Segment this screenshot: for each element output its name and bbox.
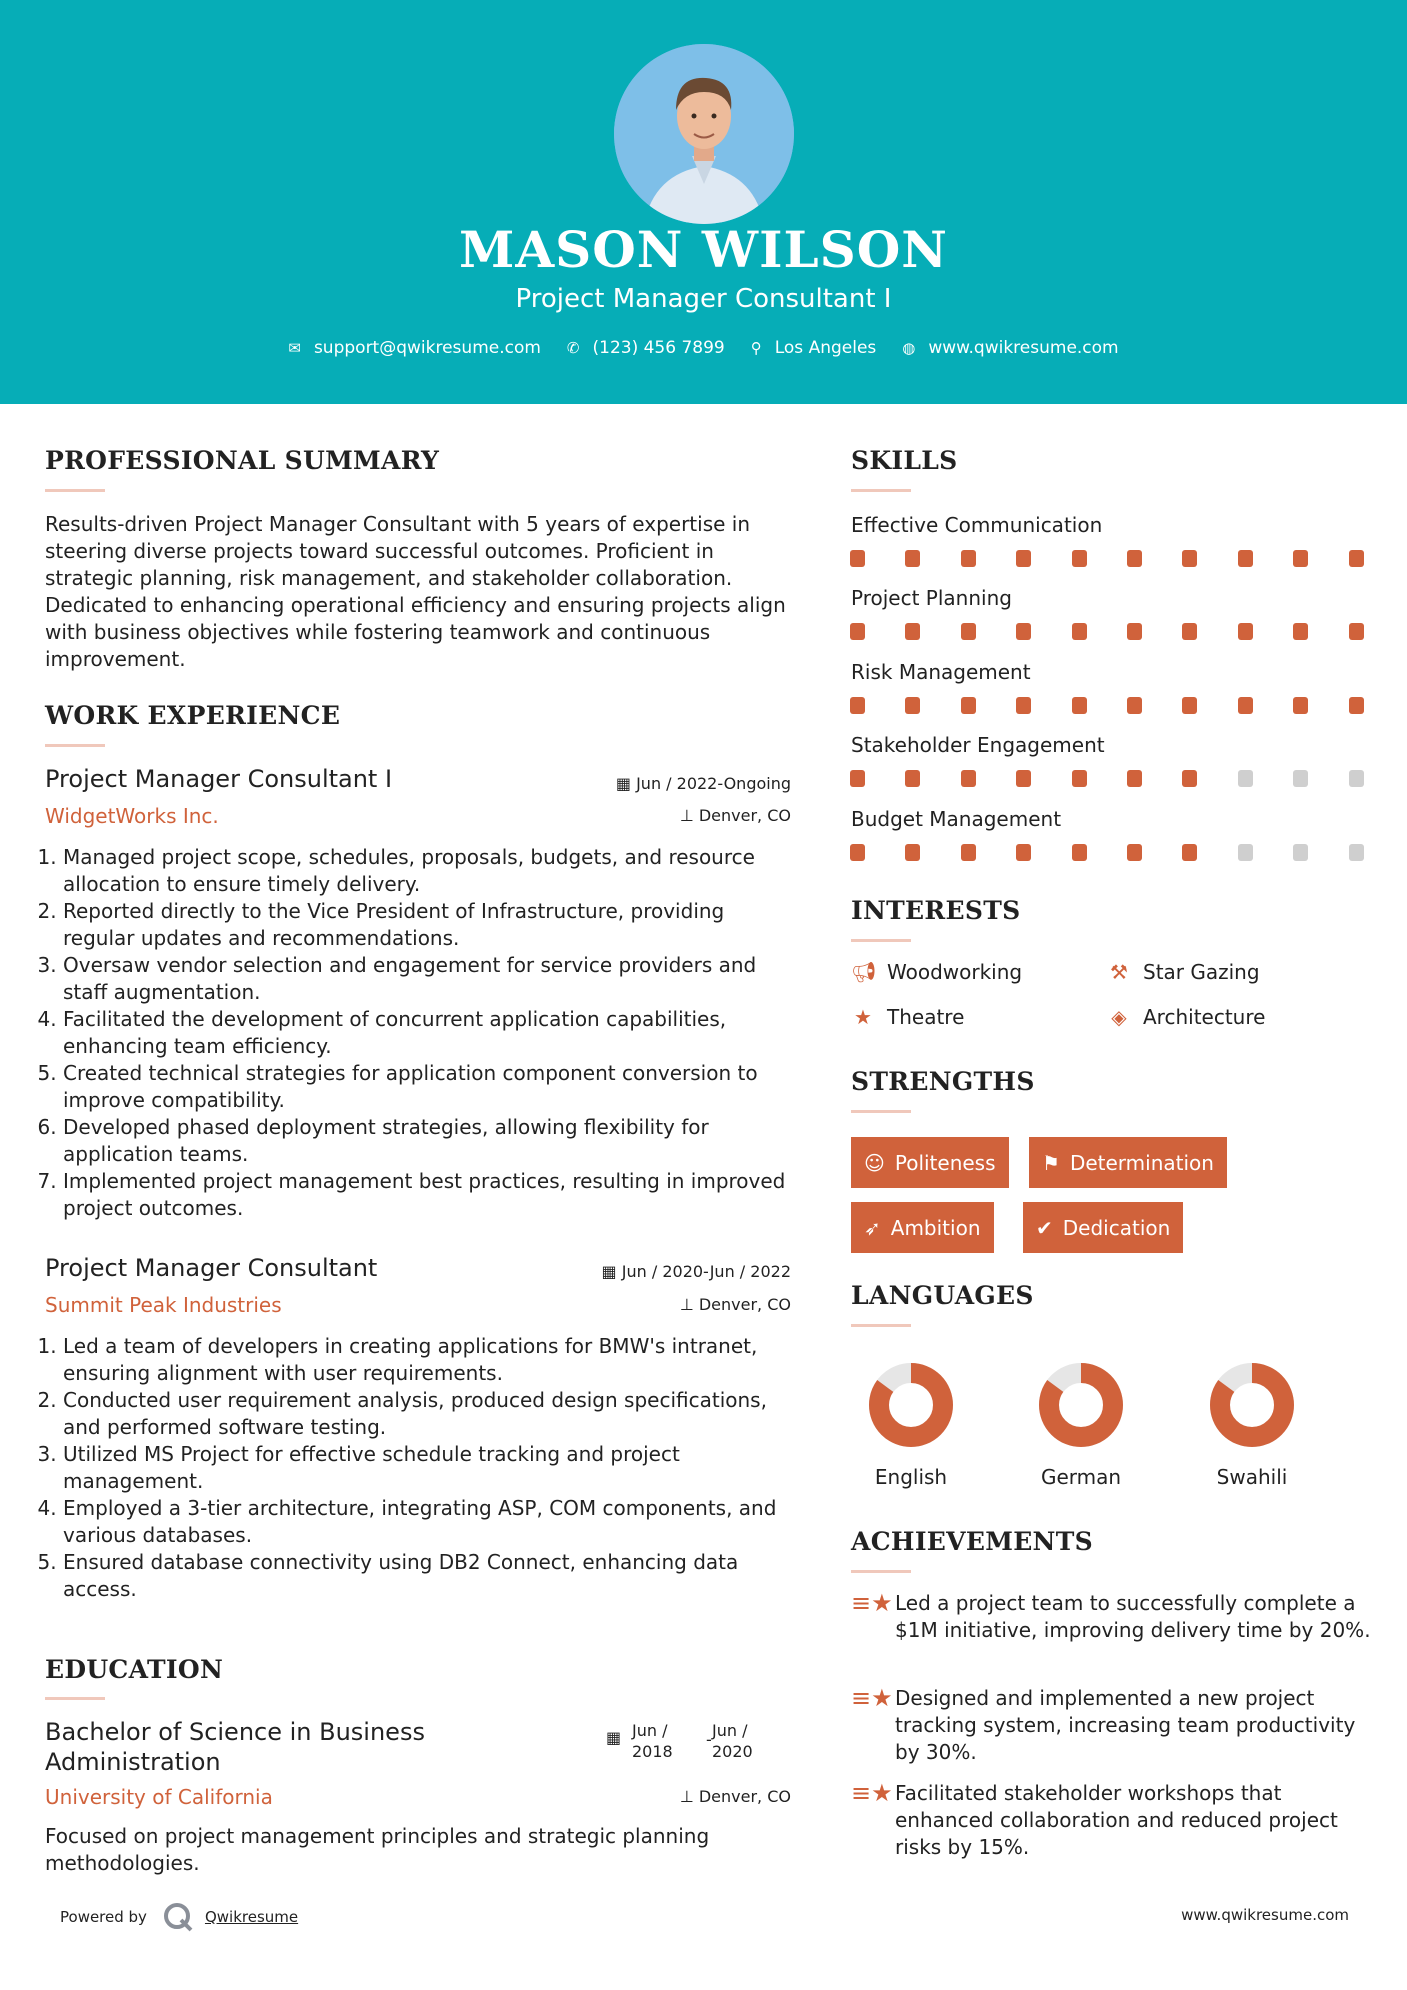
summary-text: Results-driven Project Manager Consultant with 5 years of expertise in steering diverse projects toward successful outcomes. Proficient in strategic planning, risk management, and stakeholder collaboration. Dedicated to enhancing operational efficiency and ensuring projects align with business objectives while fostering teamwork and continuous improvement. bbox=[45, 512, 786, 671]
brand-link[interactable]: Qwikresume bbox=[204, 1908, 299, 1926]
shooting-star-icon: ≡★ bbox=[851, 1684, 893, 1712]
achievement-item bbox=[851, 1780, 1371, 1861]
skill-rating bbox=[850, 550, 1404, 567]
list-item: 4. Employed a 3-tier architecture, integrating ASP, COM components, and various databases. bbox=[63, 1495, 800, 1549]
rating-dot-filled bbox=[1127, 844, 1142, 861]
pin-icon: ⊥ bbox=[679, 1787, 694, 1806]
list-item: 6. Developed phased deployment strategies, allowing flexibility for application teams. bbox=[63, 1114, 800, 1168]
rating-dot-filled bbox=[1238, 697, 1253, 714]
language-donut-german bbox=[1037, 1361, 1125, 1449]
bullhorn-icon: 📢︎ bbox=[851, 960, 877, 984]
rating-dot-filled bbox=[1072, 770, 1087, 787]
achievements-heading: ACHIEVEMENTS bbox=[851, 1527, 1093, 1556]
calendar-icon: ▦ bbox=[615, 774, 631, 793]
rating-dot-filled bbox=[1072, 844, 1087, 861]
rating-dot-filled bbox=[905, 770, 920, 787]
list-item: 4. Facilitated the development of concurrent application capabilities, enhancing team efficiency. bbox=[63, 1006, 800, 1060]
strength-badge bbox=[851, 1137, 1009, 1188]
interest-label: Architecture bbox=[1143, 1005, 1266, 1029]
languages-heading: LANGUAGES bbox=[851, 1281, 1034, 1310]
skill-rating bbox=[850, 623, 1404, 640]
contact-location bbox=[751, 338, 877, 358]
interest-item bbox=[1107, 1005, 1265, 1029]
map-pin-icon: ⚲ bbox=[750, 339, 762, 357]
rating-dot-filled bbox=[1238, 550, 1253, 567]
list-item: 1. Led a team of developers in creating applications for BMW's intranet, ensuring alignment with user requirements. bbox=[63, 1333, 800, 1387]
strengths-heading: STRENGTHS bbox=[851, 1067, 1035, 1096]
email-text: support@qwikresume.com bbox=[313, 338, 541, 358]
skill-rating bbox=[850, 844, 1404, 861]
skill-name: Budget Management bbox=[851, 807, 1062, 831]
envelope-icon: ✉ bbox=[288, 339, 301, 357]
list-item: 3. Oversaw vendor selection and engagement for service providers and staff augmentation. bbox=[63, 952, 800, 1006]
company-name: WidgetWorks Inc. bbox=[45, 804, 219, 828]
job-title: Project Manager Consultant I bbox=[45, 765, 393, 793]
rating-dot-filled bbox=[850, 844, 865, 861]
achievement-text: Led a project team to successfully complete a $1M initiative, improving delivery time by 20%. bbox=[895, 1591, 1371, 1642]
education-heading: EDUCATION bbox=[45, 1655, 224, 1684]
school-name: University of California bbox=[45, 1785, 273, 1809]
job-location bbox=[520, 1295, 791, 1314]
footer-powered-by bbox=[60, 1900, 298, 1934]
rating-dot-filled bbox=[961, 697, 976, 714]
interest-item bbox=[851, 960, 1022, 984]
interest-label: Woodworking bbox=[887, 960, 1023, 984]
rating-dot-filled bbox=[1182, 623, 1197, 640]
section-divider bbox=[851, 489, 911, 492]
rocket-icon: ➶ bbox=[864, 1215, 881, 1240]
language-label: Swahili bbox=[1216, 1465, 1288, 1489]
rating-dot-filled bbox=[1238, 623, 1253, 640]
flag-icon: ⚑ bbox=[1042, 1150, 1060, 1175]
candidate-name: MASON WILSON bbox=[459, 220, 948, 279]
rating-dot-filled bbox=[1182, 550, 1197, 567]
rating-dot-empty bbox=[1349, 844, 1364, 861]
list-item: 2. Conducted user requirement analysis, produced design specifications, and performed software testing. bbox=[63, 1387, 800, 1441]
education-location-text: Denver, CO bbox=[698, 1787, 791, 1806]
candidate-role: Project Manager Consultant I bbox=[515, 284, 892, 314]
rating-dot-filled bbox=[1072, 550, 1087, 567]
rating-dot-filled bbox=[1127, 623, 1142, 640]
star-icon: ★ bbox=[854, 1005, 872, 1029]
rating-dot-filled bbox=[850, 623, 865, 640]
rating-dot-filled bbox=[1016, 770, 1031, 787]
language-label: German bbox=[1040, 1465, 1122, 1489]
rating-dot-empty bbox=[1238, 770, 1253, 787]
rating-dot-filled bbox=[1127, 550, 1142, 567]
job-responsibilities bbox=[45, 1333, 800, 1603]
rating-dot-filled bbox=[1293, 623, 1308, 640]
job-location bbox=[520, 806, 791, 825]
skills-heading: SKILLS bbox=[851, 446, 958, 475]
shooting-star-icon: ≡★ bbox=[851, 1589, 893, 1617]
footer-website[interactable]: www.qwikresume.com bbox=[1181, 1906, 1349, 1924]
date-separator: - bbox=[706, 1730, 712, 1749]
language-donut-english bbox=[867, 1361, 955, 1449]
interest-item bbox=[1107, 960, 1260, 984]
rating-dot-filled bbox=[1182, 697, 1197, 714]
list-item: 3. Utilized MS Project for effective schedule tracking and project management. bbox=[63, 1441, 800, 1495]
skill-name: Project Planning bbox=[851, 586, 1012, 610]
achievement-text: Facilitated stakeholder workshops that enhanced collaboration and reduced project risks by 15%. bbox=[895, 1781, 1338, 1859]
smile-icon: ☺ bbox=[864, 1150, 885, 1175]
summary-heading: PROFESSIONAL SUMMARY bbox=[45, 446, 440, 475]
rating-dot-filled bbox=[905, 697, 920, 714]
rating-dot-filled bbox=[850, 697, 865, 714]
pin-icon: ⊥ bbox=[679, 1295, 694, 1314]
experience-heading: WORK EXPERIENCE bbox=[45, 701, 341, 730]
rating-dot-filled bbox=[850, 770, 865, 787]
achievement-item bbox=[851, 1685, 1371, 1766]
education-description: Focused on project management principles and strategic planning methodologies. bbox=[45, 1824, 710, 1875]
gavel-icon: ⚒ bbox=[1110, 960, 1128, 984]
rating-dot-filled bbox=[1016, 697, 1031, 714]
section-divider bbox=[45, 744, 105, 747]
rating-dot-filled bbox=[1293, 550, 1308, 567]
rating-dot-filled bbox=[1127, 697, 1142, 714]
rating-dot-filled bbox=[1349, 550, 1364, 567]
strength-label: Determination bbox=[1069, 1150, 1214, 1175]
list-item: 1. Managed project scope, schedules, proposals, budgets, and resource allocation to ensure timely delivery. bbox=[63, 844, 800, 898]
list-item: 5. Ensured database connectivity using DB2 Connect, enhancing data access. bbox=[63, 1549, 800, 1603]
shooting-star-icon: ≡★ bbox=[851, 1779, 893, 1807]
profile-photo bbox=[614, 44, 794, 224]
rating-dot-filled bbox=[961, 844, 976, 861]
section-divider bbox=[851, 1570, 911, 1573]
phone-icon: ✆ bbox=[566, 339, 580, 357]
language-label: English bbox=[874, 1465, 948, 1489]
degree-title: Bachelor of Science in Business Administration bbox=[45, 1718, 425, 1776]
interests-heading: INTERESTS bbox=[851, 896, 1021, 925]
job-location-text: Denver, CO bbox=[698, 1295, 791, 1314]
rating-dot-filled bbox=[1072, 623, 1087, 640]
rating-dot-filled bbox=[1016, 623, 1031, 640]
list-item: 7. Implemented project management best practices, resulting in improved project outcomes. bbox=[63, 1168, 800, 1222]
qwikresume-logo-icon bbox=[161, 1900, 195, 1934]
rating-dot-filled bbox=[1127, 770, 1142, 787]
pin-icon: ⊥ bbox=[679, 806, 694, 825]
education-start: Jun / 2018 bbox=[632, 1721, 673, 1761]
achievement-text: Designed and implemented a new project tracking system, increasing team productivity by 30%. bbox=[895, 1686, 1356, 1764]
strength-badge bbox=[851, 1202, 994, 1253]
interest-item bbox=[851, 1005, 964, 1029]
skill-name: Risk Management bbox=[851, 660, 1031, 684]
skill-name: Effective Communication bbox=[851, 513, 1103, 537]
website-text: www.qwikresume.com bbox=[928, 338, 1119, 358]
rating-dot-filled bbox=[905, 844, 920, 861]
rating-dot-filled bbox=[905, 550, 920, 567]
contact-website[interactable] bbox=[902, 338, 1118, 358]
interest-label: Theatre bbox=[887, 1005, 965, 1029]
list-item: 2. Reported directly to the Vice President of Infrastructure, providing regular updates and recommendations. bbox=[63, 898, 800, 952]
person-portrait-icon bbox=[614, 44, 794, 224]
section-divider bbox=[45, 1697, 105, 1700]
contact-email[interactable] bbox=[288, 338, 541, 358]
rating-dot-filled bbox=[905, 623, 920, 640]
skill-rating bbox=[850, 697, 1404, 714]
job-responsibilities bbox=[45, 844, 800, 1222]
language-donut-swahili bbox=[1208, 1361, 1296, 1449]
check-circle-icon: ✔ bbox=[1036, 1215, 1053, 1240]
rating-dot-empty bbox=[1238, 844, 1253, 861]
list-item: 5. Created technical strategies for application component conversion to improve compatibility. bbox=[63, 1060, 800, 1114]
rating-dot-filled bbox=[1016, 550, 1031, 567]
job-location-text: Denver, CO bbox=[698, 806, 791, 825]
calendar-icon: ▦ bbox=[601, 1262, 617, 1281]
strength-label: Ambition bbox=[890, 1215, 981, 1240]
job-dates-text: Jun / 2020-Jun / 2022 bbox=[621, 1262, 791, 1281]
rating-dot-empty bbox=[1349, 770, 1364, 787]
resume-header bbox=[0, 0, 1407, 404]
contact-bar bbox=[0, 338, 1407, 358]
rating-dot-filled bbox=[1349, 623, 1364, 640]
section-divider bbox=[851, 1110, 911, 1113]
rating-dot-empty bbox=[1293, 844, 1308, 861]
rating-dot-filled bbox=[961, 770, 976, 787]
rating-dot-filled bbox=[1072, 697, 1087, 714]
calendar-icon: ▦ bbox=[606, 1728, 622, 1747]
powered-by-text: Powered by bbox=[60, 1908, 147, 1926]
contact-phone[interactable] bbox=[567, 338, 725, 358]
rating-dot-filled bbox=[1293, 697, 1308, 714]
rating-dot-filled bbox=[1349, 697, 1364, 714]
rating-dot-empty bbox=[1293, 770, 1308, 787]
company-name: Summit Peak Industries bbox=[45, 1293, 282, 1317]
achievement-item bbox=[851, 1590, 1371, 1644]
strength-badge bbox=[1023, 1202, 1183, 1253]
rating-dot-filled bbox=[961, 623, 976, 640]
section-divider bbox=[45, 489, 105, 492]
strength-label: Dedication bbox=[1062, 1215, 1171, 1240]
education-end: Jun / 2020 bbox=[712, 1721, 753, 1761]
ticket-icon: ◈ bbox=[1111, 1005, 1127, 1029]
strength-badge bbox=[1029, 1137, 1227, 1188]
rating-dot-filled bbox=[1182, 844, 1197, 861]
job-dates bbox=[520, 774, 791, 793]
education-location bbox=[520, 1787, 791, 1806]
job-dates bbox=[520, 1262, 791, 1281]
job-dates-text: Jun / 2022-Ongoing bbox=[636, 774, 791, 793]
rating-dot-filled bbox=[1182, 770, 1197, 787]
location-text: Los Angeles bbox=[774, 338, 877, 358]
section-divider bbox=[851, 939, 911, 942]
phone-text: (123) 456 7899 bbox=[592, 338, 725, 358]
rating-dot-filled bbox=[961, 550, 976, 567]
globe-icon: ◍ bbox=[902, 339, 916, 357]
interest-label: Star Gazing bbox=[1143, 960, 1260, 984]
rating-dot-filled bbox=[850, 550, 865, 567]
skill-name: Stakeholder Engagement bbox=[851, 733, 1105, 757]
skill-rating bbox=[850, 770, 1404, 787]
section-divider bbox=[851, 1324, 911, 1327]
job-title: Project Manager Consultant bbox=[45, 1254, 378, 1282]
rating-dot-filled bbox=[1016, 844, 1031, 861]
strength-label: Politeness bbox=[894, 1150, 996, 1175]
